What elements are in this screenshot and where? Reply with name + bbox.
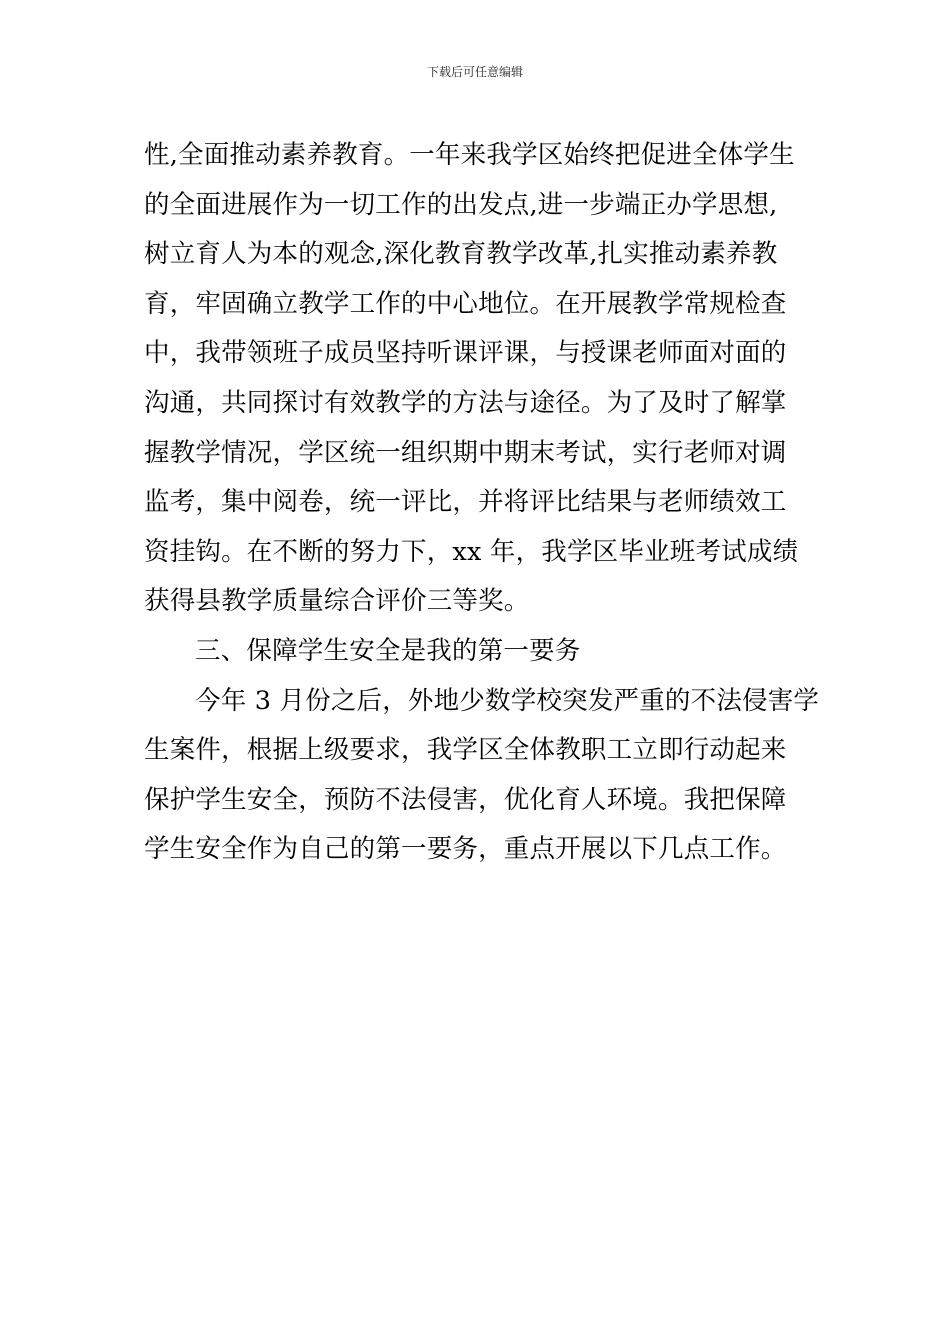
paragraph-line: 保护学生安全，预防不法侵害，优化育人环境。我把保障 <box>144 784 787 815</box>
paragraph-line: 性,全面推动素养教育。一年来我学区始终把促进全体学生 <box>144 140 795 170</box>
paragraph-line: 中，我带领班子成员坚持听课评课，与授课老师面对面的 <box>144 338 787 369</box>
section-heading: 三、保障学生安全是我的第一要务 <box>195 635 581 666</box>
paragraph-line: 今年 3 月份之后，外地少数学校突发严重的不法侵害学 <box>195 685 820 716</box>
paragraph-line: 树立育人为本的观念,深化教育教学改革,扎实推动素养教 <box>144 239 778 270</box>
paragraph-line: 握教学情况，学区统一组织期中期末考试，实行老师对调 <box>144 437 787 468</box>
document-body <box>144 131 820 875</box>
paragraph-line: 学生安全作为自己的第一要务，重点开展以下几点工作。 <box>144 834 787 865</box>
paragraph-line: 监考，集中阅卷，统一评比，并将评比结果与老师绩效工 <box>144 487 787 518</box>
paragraph-line: 资挂钩。在不断的努力下，xx 年，我学区毕业班考试成绩 <box>144 536 799 567</box>
paragraph-line: 获得县教学质量综合评价三等奖。 <box>144 586 530 617</box>
paragraph-line: 生案件，根据上级要求，我学区全体教职工立即行动起来 <box>144 735 787 766</box>
page-header: 下载后可任意编辑 <box>426 65 523 79</box>
paragraph-line: 沟通，共同探讨有效教学的方法与途径。为了及时了解掌 <box>144 387 787 418</box>
paragraph-line: 育，牢固确立教学工作的中心地位。在开展教学常规检查 <box>144 288 787 319</box>
paragraph-line: 的全面进展作为一切工作的出发点,进一步端正办学思想, <box>144 189 778 220</box>
